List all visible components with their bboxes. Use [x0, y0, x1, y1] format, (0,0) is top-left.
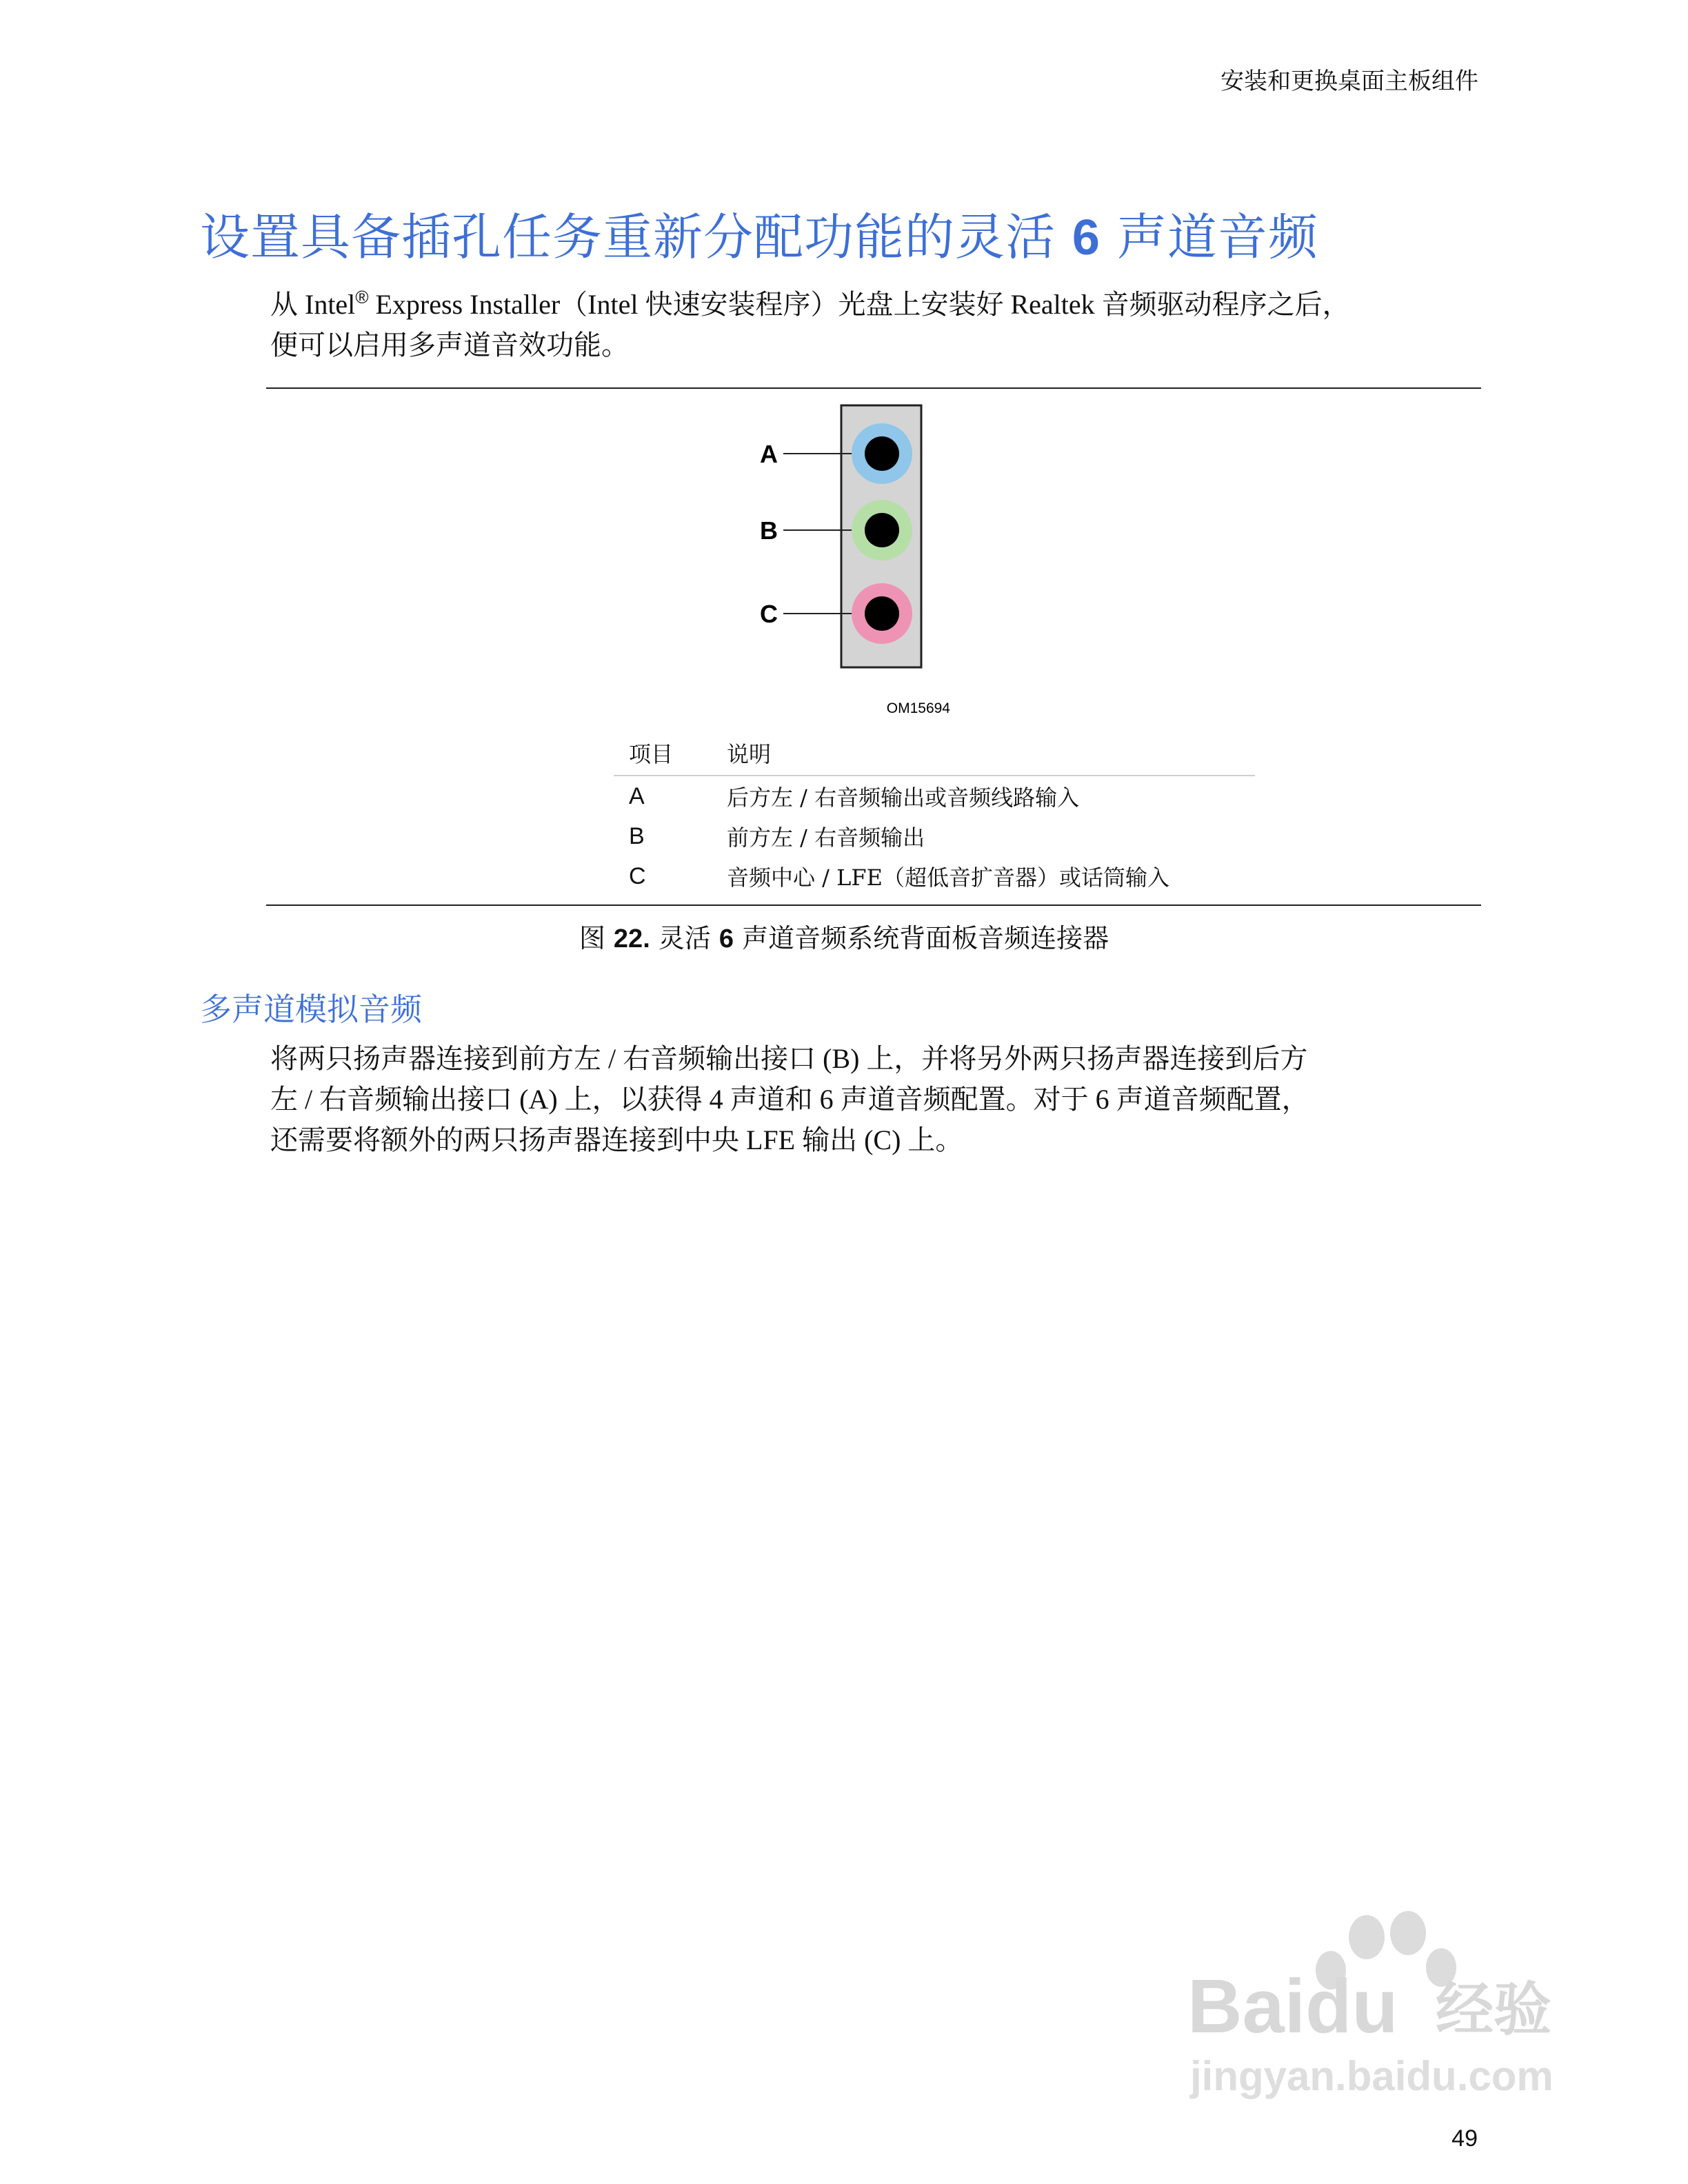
watermark-url: jingyan.baidu.com	[1190, 2053, 1554, 2099]
jack-c	[760, 583, 912, 644]
label-a: A	[760, 440, 778, 468]
watermark-cn: 经验	[1436, 1976, 1552, 2043]
legend-desc: 前方左 / 右音频输出	[727, 825, 925, 851]
legend-desc: 音频中心 / LFE（超低音扩音器）或话筒输入	[727, 865, 1169, 891]
legend-header-row	[614, 731, 1255, 776]
title-text-before: 设置具备插孔任务重新分配功能的灵活	[200, 208, 1072, 266]
legend-table	[614, 731, 1255, 896]
jack-c-hole	[865, 596, 899, 631]
watermark-brand: Baidu	[1187, 1964, 1398, 2049]
jack-a	[760, 423, 912, 484]
jack-a-hole	[865, 436, 899, 471]
section-heading: 多声道模拟音频	[200, 991, 422, 1028]
label-c: C	[760, 600, 778, 628]
body-paragraph	[270, 1038, 1505, 1160]
jack-b	[760, 500, 912, 560]
intro-paragraph	[270, 277, 1505, 365]
figure-top-rule	[266, 387, 1481, 389]
table-row	[614, 856, 1255, 896]
caption-text-1: 灵活	[650, 923, 719, 953]
legend-desc: 后方左 / 右音频输出或音频线路输入	[727, 785, 1080, 811]
legend-header-desc: 说明	[727, 741, 772, 767]
body-line-1: 将两只扬声器连接到前方左 / 右音频输出接口 (B) 上，并将另外两只扬声器连接到后方	[270, 1043, 1308, 1074]
body-line-3: 还需要将额外的两只扬声器连接到中央 LFE 输出 (C) 上。	[270, 1124, 963, 1155]
registered-mark: ®	[355, 287, 369, 307]
title-number: 6	[1072, 210, 1101, 265]
caption-number: 22.	[613, 924, 650, 953]
title-text-after: 声道音频	[1100, 208, 1318, 266]
intro-text-1a: 从 Intel	[270, 289, 356, 320]
intro-line-2: 便可以启用多声道音效功能。	[270, 330, 629, 361]
intro-line-1	[270, 277, 1505, 325]
running-header: 安装和更换桌面主板组件	[1220, 68, 1478, 95]
figure-caption	[0, 917, 1688, 955]
caption-label: 图	[579, 923, 614, 953]
jack-b-hole	[865, 513, 899, 547]
page-title	[200, 197, 1318, 269]
page-number: 49	[1451, 2125, 1478, 2152]
table-row	[614, 816, 1255, 856]
intro-text-1b: Express Installer（Intel 快速安装程序）光盘上安装好 Realtek 音频驱动程序之后，	[368, 289, 1350, 320]
table-row	[614, 776, 1255, 816]
legend-item: C	[629, 862, 646, 889]
caption-six: 6	[719, 924, 734, 953]
body-line-2: 左 / 右音频输出接口 (A) 上，以获得 4 声道和 6 声道音频配置。对于 6 声道音频配置，	[270, 1084, 1309, 1115]
baidu-watermark	[1180, 1910, 1580, 2110]
audio-connector-diagram	[745, 401, 979, 718]
legend-header-item: 项目	[629, 741, 674, 767]
label-b: B	[760, 516, 778, 545]
legend-item: A	[629, 782, 645, 809]
figure-bottom-rule	[266, 904, 1481, 906]
figure-code: OM15694	[886, 700, 950, 716]
legend-item: B	[629, 822, 645, 849]
caption-text-2: 声道音频系统背面板音频连接器	[734, 923, 1109, 953]
